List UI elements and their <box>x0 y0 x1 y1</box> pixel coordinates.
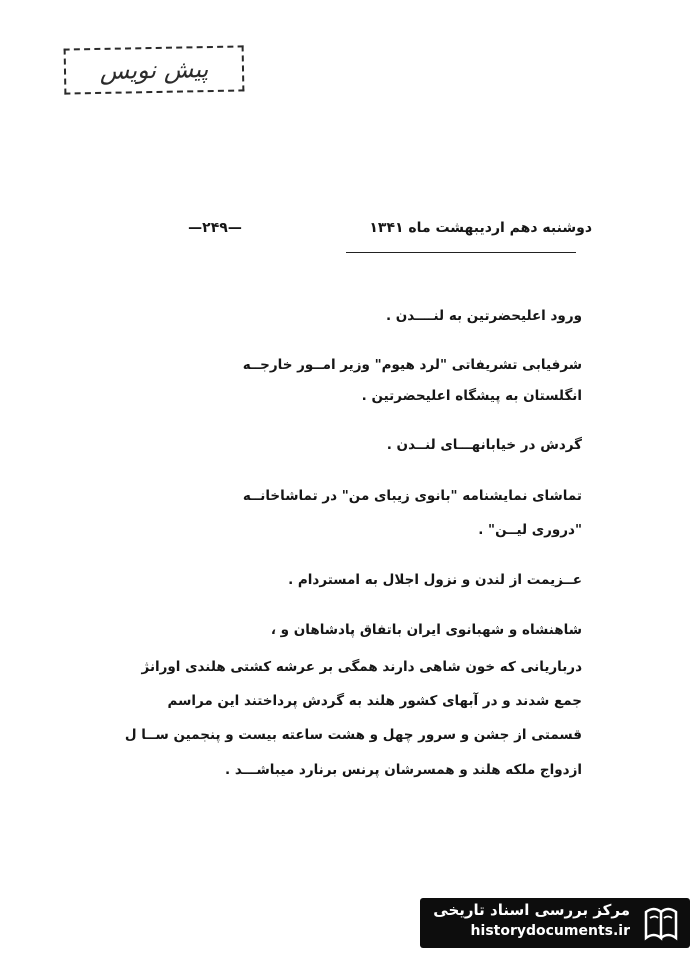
watermark-title: مرکز بررسی اسناد تاریخی <box>433 901 630 919</box>
text-line: ورود اعلیحضرتین به لنــــدن . <box>385 308 582 324</box>
text-line: قسمتی از جشن و سرور چهل و هشت ساعته بیست و پنجمین ســا ل <box>124 727 582 743</box>
text-line: عــزیمت از لندن و نزول اجلال به امستردام . <box>288 572 582 588</box>
text-line: "دروری لیــن" . <box>478 522 582 538</box>
watermark-url: historydocuments.ir <box>470 923 630 939</box>
header-date: دوشنبه دهم اردیبهشت ماه ۱۳۴۱ <box>369 220 592 236</box>
text-line: تماشای نمایشنامه "بانوی زیبای من" در تماشاخانــه <box>242 488 582 504</box>
text-line: ازدواج ملکه هلند و همسرشان پرنس برنارد میباشـــد . <box>225 762 582 778</box>
stamp-text: پیش نویس <box>99 55 209 85</box>
header-underline <box>346 252 576 253</box>
page-number: —۲۴۹— <box>188 220 242 236</box>
text-line: شرفیابی تشریفاتی "لرد هیوم" وزیر امــور خارجــه <box>242 357 582 373</box>
text-line: جمع شدند و در آبهای کشور هلند به گردش پرداختند این مراسم <box>167 693 582 709</box>
text-line: گردش در خیابانهـــای لنــدن . <box>386 437 582 453</box>
book-pages-icon <box>640 902 682 944</box>
text-line: شاهنشاه و شهبانوی ایران باتفاق پادشاهان و ، <box>270 622 582 638</box>
text-line: درباریانی که خون شاهی دارند همگی بر عرشه کشتی هلندی اورانژ <box>141 659 582 675</box>
draft-stamp <box>64 45 245 94</box>
text-line: انگلستان به پیشگاه اعلیحضرتین . <box>361 388 582 404</box>
watermark <box>420 898 690 948</box>
